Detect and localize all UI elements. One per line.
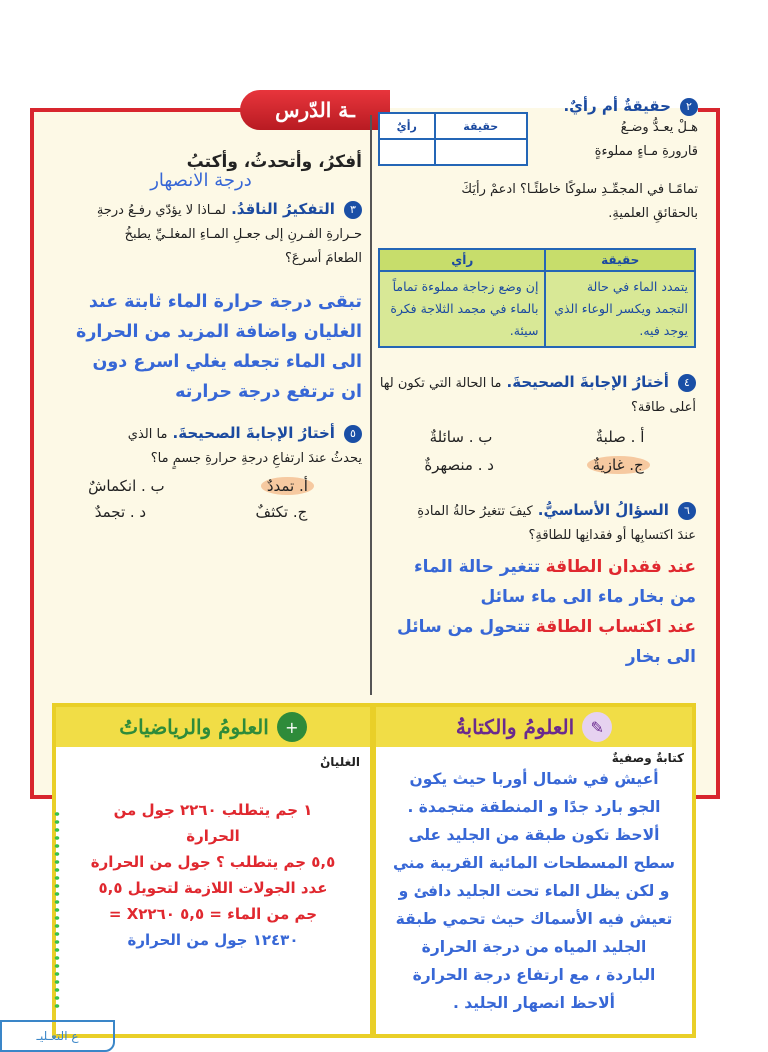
- frame-top-border-right: [698, 108, 720, 112]
- q5-option-b[interactable]: ب . انكماشٌ: [88, 477, 165, 495]
- q2-title: حقيقةٌ أم رأيٌ.: [563, 97, 671, 115]
- q5-option-a-selected[interactable]: أ. تمددٌ: [261, 477, 314, 495]
- writing-line-8: الباردة ، مع ارتفاع درجة الحرارة: [412, 966, 656, 984]
- frame-top-border: [30, 108, 255, 112]
- science-writing-box: [372, 703, 696, 1038]
- q6-answer-blue-2: من بخار ماء الى ماء سائل: [480, 587, 696, 607]
- q3-number: ٣: [344, 201, 362, 219]
- q4-option-b[interactable]: ب . سائلةٌ: [429, 428, 493, 446]
- q5-number: ٥: [344, 425, 362, 443]
- writing-line-6: تعيش فيه الأسماك حيث تحمي طبقة: [395, 910, 673, 928]
- small-table-cell[interactable]: [435, 139, 527, 165]
- science-writing-title: العلومُ والكتابةُ: [455, 715, 575, 739]
- q6-answer-red-2: عند اكتساب الطاقة: [535, 617, 696, 637]
- writing-line-3: ألاحظ تكون طبقة من الجليد على: [408, 826, 660, 844]
- q5-option-d[interactable]: د . تجمدٌ: [94, 503, 147, 521]
- q4-text: ما الحالة التي تكون لها أعلى طاقة؟: [379, 376, 696, 415]
- q2-answer-table: [378, 248, 696, 348]
- q2-number: ٢: [680, 98, 698, 116]
- science-math-header: [56, 707, 370, 747]
- big-table-fact-cell: يتمدد الماء في حالة التجمد ويكسر الوعاء الذي يوجد فيه.: [545, 271, 695, 347]
- footer-logo: ع التعـليـ: [0, 1020, 115, 1052]
- writing-line-7: الجليد المياه من درجة الحرارة: [421, 938, 647, 956]
- q3-answer-line-1: تبقى درجة حرارة الماء ثابتة عند: [88, 292, 362, 312]
- right-column: [378, 96, 698, 236]
- q3-text-2: حـرارةِ الفـرنِ إلى جعـلِ المـاءِ المغلـيِّ يطبخُ: [124, 227, 362, 242]
- q4-title: أختارُ الإجابةَ الصحيحةَ.: [506, 373, 669, 391]
- column-divider: [370, 115, 372, 695]
- small-table-cell[interactable]: [379, 139, 435, 165]
- q3-text-1: لمـاذا لا يؤدّي رفـعُ درجةِ: [96, 203, 226, 218]
- q4-option-d[interactable]: د . منصهرةٌ: [424, 456, 494, 474]
- q5-option-c[interactable]: ج. تكثفٌ: [255, 503, 308, 521]
- q3-text-3: الطعامَ أسرعَ؟: [285, 251, 362, 266]
- decorative-dots: [52, 810, 62, 1010]
- writing-line-5: و لكن يظل الماء تحت الجليد دافئ و: [398, 882, 670, 900]
- q6-answer-blue-1: تتغير حالة الماء: [413, 557, 541, 577]
- math-line-1: ١ جم يتطلب ٢٢٦٠ جول من: [113, 801, 313, 819]
- big-table-fact-header: حقيقة: [545, 249, 695, 271]
- science-writing-header: [376, 707, 692, 747]
- q3-answer-line-3: الى الماء تجعله يغلي اسرع دون: [92, 352, 362, 372]
- writing-line-9: ألاحظ انصهار الجليد .: [453, 994, 615, 1012]
- writing-line-2: الجو بارد جدًا و المنطقة متجمدة .: [407, 798, 661, 816]
- q3-answer-line-2: الغليان واضافة المزيد من الحرارة: [76, 322, 362, 342]
- math-line-3: ٥,٥ جم يتطلب ؟ جول من الحرارة: [90, 853, 336, 871]
- small-table-opinion-header: رأيٌ: [379, 113, 435, 139]
- science-math-box: [52, 703, 374, 1038]
- boiling-subtitle: الغليانُ: [320, 755, 360, 769]
- q3-title: التفكيرُ الناقدُ.: [231, 200, 335, 218]
- q5-title: أختارُ الإجابةَ الصحيحةَ.: [172, 424, 335, 442]
- math-plus-icon: +: [277, 712, 307, 742]
- writing-line-4: سطح المسطحات المائية القريبة مني: [392, 854, 676, 872]
- math-line-4: عدد الجولات اللازمة لتحويل ٥,٥: [98, 879, 328, 897]
- math-result: ١٢٤٣٠ جول من الحرارة: [127, 931, 299, 949]
- math-line-5: جم من الماء = ٥,٥ X٢٢٦٠ =: [108, 905, 318, 923]
- lesson-review-tab: ـة الدّرس: [240, 90, 390, 130]
- q2-text-1: هـلْ يعـدُّ وضـعُ: [620, 119, 698, 135]
- q6-answer-blue-4: الى بخار: [625, 647, 696, 667]
- q4-option-a[interactable]: أ . صلبةٌ: [595, 428, 645, 446]
- q6-answer-blue-3: تتحول من سائل: [397, 617, 531, 637]
- think-talk-write-heading: أفكرُ، وأتحدثُ، وأكتبُ: [186, 152, 362, 172]
- math-line-2: الحرارة: [186, 827, 240, 845]
- q2-text-3: تمامًـا في المجمِّـدِ سلوكًا خاطئًـا؟ ادعمْ رأيَكَ: [461, 182, 698, 197]
- handwritten-note: درجة الانصهار: [150, 170, 252, 191]
- q6-title: السؤالُ الأساسيُّ.: [537, 501, 669, 519]
- q2-empty-table: [378, 112, 528, 166]
- q5-text-2: يحدثُ عندَ ارتفاعِ درجةِ حرارةِ جسمٍ ما؟: [150, 451, 362, 466]
- q6-text-2: عندَ اكتسابِها أو فقدانِها للطاقةِ؟: [528, 528, 696, 543]
- q6-number: ٦: [678, 502, 696, 520]
- left-column: [40, 140, 362, 521]
- q4-number: ٤: [678, 374, 696, 392]
- q2-text-4: بالحقائقِ العلميةِ.: [608, 206, 698, 221]
- small-table-fact-header: حقيقة: [435, 113, 527, 139]
- q5-text-1: ما الذي: [127, 427, 168, 442]
- q3-answer-line-4: ان ترتفع درجة حرارته: [175, 382, 362, 402]
- q4-block: [378, 372, 696, 474]
- q2-title-row: [528, 96, 698, 116]
- q2-text-2: قارورةِ مـاءٍ مملوءةٍ: [594, 143, 698, 159]
- q6-block: [378, 500, 696, 672]
- big-table-opinion-cell: إن وضع زجاجة مملوءة تماماً بالماء في مجمد الثلاجة فكرة سيئة.: [379, 271, 545, 347]
- big-table-opinion-header: رأي: [379, 249, 545, 271]
- q4-option-c-selected[interactable]: ج. غازيةٌ: [587, 456, 650, 474]
- q6-text-1: كيفَ تتغيرُ حالةُ المادةِ: [417, 504, 533, 519]
- q6-answer-red-1: عند فقدان الطاقة: [545, 557, 696, 577]
- pencil-icon: ✎: [582, 712, 612, 742]
- writing-line-1: أعيش في شمال أوربا حيث يكون: [409, 770, 659, 788]
- science-math-title: العلومُ والرياضياتُ: [119, 715, 269, 739]
- descriptive-writing-subtitle: كتابةٌ وصفيةٌ: [611, 751, 684, 765]
